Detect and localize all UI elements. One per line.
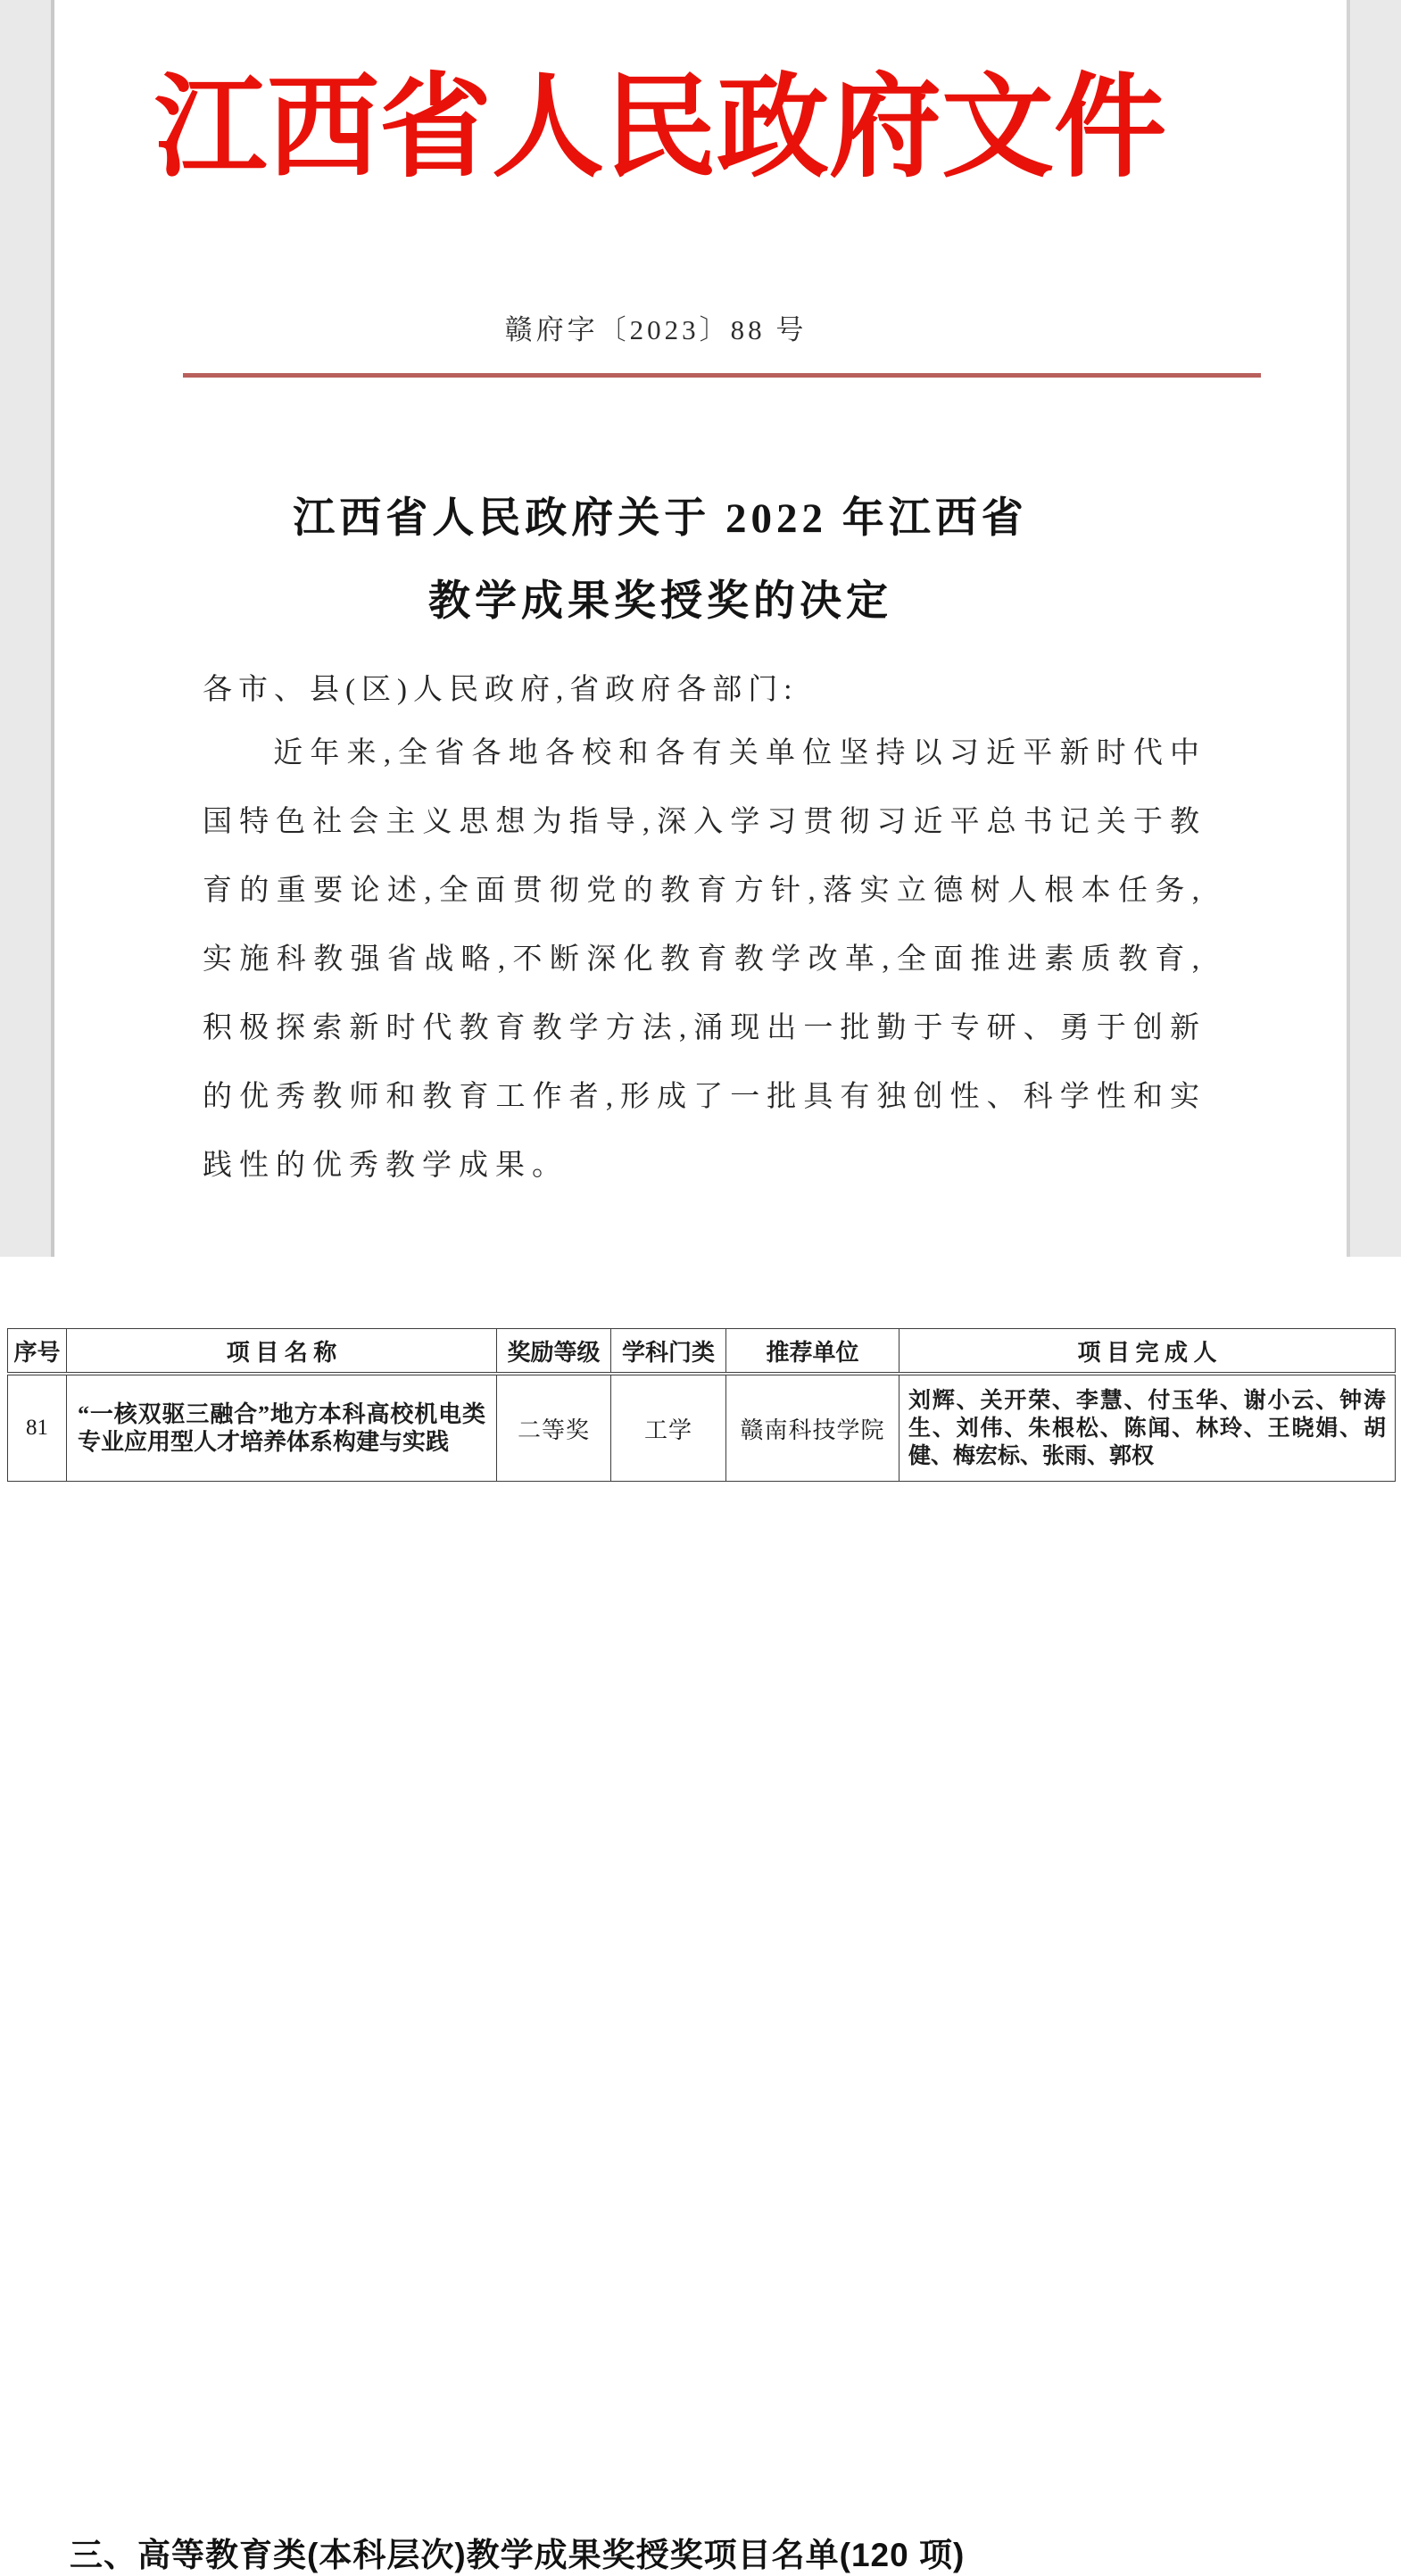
header-serial-number: 序号 <box>8 1329 67 1375</box>
section-heading: 三、高等教育类(本科层次)教学成果奖授奖项目名单(120 项) <box>70 2537 966 2573</box>
header-award-level: 奖励等级 <box>497 1329 611 1375</box>
cell-award-level: 二等奖 <box>497 1374 611 1482</box>
salutation: 各市、县(区)人民政府,省政府各部门: <box>203 674 799 706</box>
letterhead-title: 江西省人民政府文件 <box>154 67 1166 191</box>
cell-discipline: 工学 <box>611 1374 726 1482</box>
document-number: 赣府字〔2023〕88 号 <box>504 314 808 345</box>
header-project-members: 项 目 完 成 人 <box>899 1329 1396 1375</box>
header-recommender: 推荐单位 <box>726 1329 899 1375</box>
cell-project-name: “一核双驱三融合”地方本科高校机电类专业应用型人才培养体系构建与实践 <box>67 1374 497 1482</box>
decision-title-line-2: 教学成果奖授奖的决定 <box>428 578 892 625</box>
cell-project-members: 刘辉、关开荣、李慧、付玉华、谢小云、钟涛生、刘伟、朱根松、陈闻、林玲、王晓娟、胡健、梅宏标、张雨、郭权 <box>899 1374 1396 1482</box>
header-project-name: 项 目 名 称 <box>67 1329 497 1375</box>
scan-margin-right <box>1347 0 1401 1257</box>
cell-recommender: 赣南科技学院 <box>726 1374 899 1482</box>
header-discipline: 学科门类 <box>611 1329 726 1375</box>
award-table-header-row <box>8 1329 1396 1375</box>
award-table <box>7 1328 1396 1482</box>
decision-title-line-1: 江西省人民政府关于 2022 年江西省 <box>293 495 1028 542</box>
cell-serial-number: 81 <box>8 1374 67 1482</box>
red-divider-line <box>183 373 1261 378</box>
table-row <box>8 1374 1396 1482</box>
body-paragraph: 近年来,全省各地各校和各有关单位坚持以习近平新时代中国特色社会主义思想为指导,深入学习贯彻习近平总书记关于教育的重要论述,全面贯彻党的教育方针,落实立德树人根本任务,实施科教强省战略,不断深化教育教学改革,全面推进素质教育,积极探索新时代教育教学方法,涌现出一批勤于专研、勇于创新的优秀教师和教育工作者,形成了一批具有独创性、科学性和实践性的优秀教学成果。 <box>203 737 1206 1182</box>
